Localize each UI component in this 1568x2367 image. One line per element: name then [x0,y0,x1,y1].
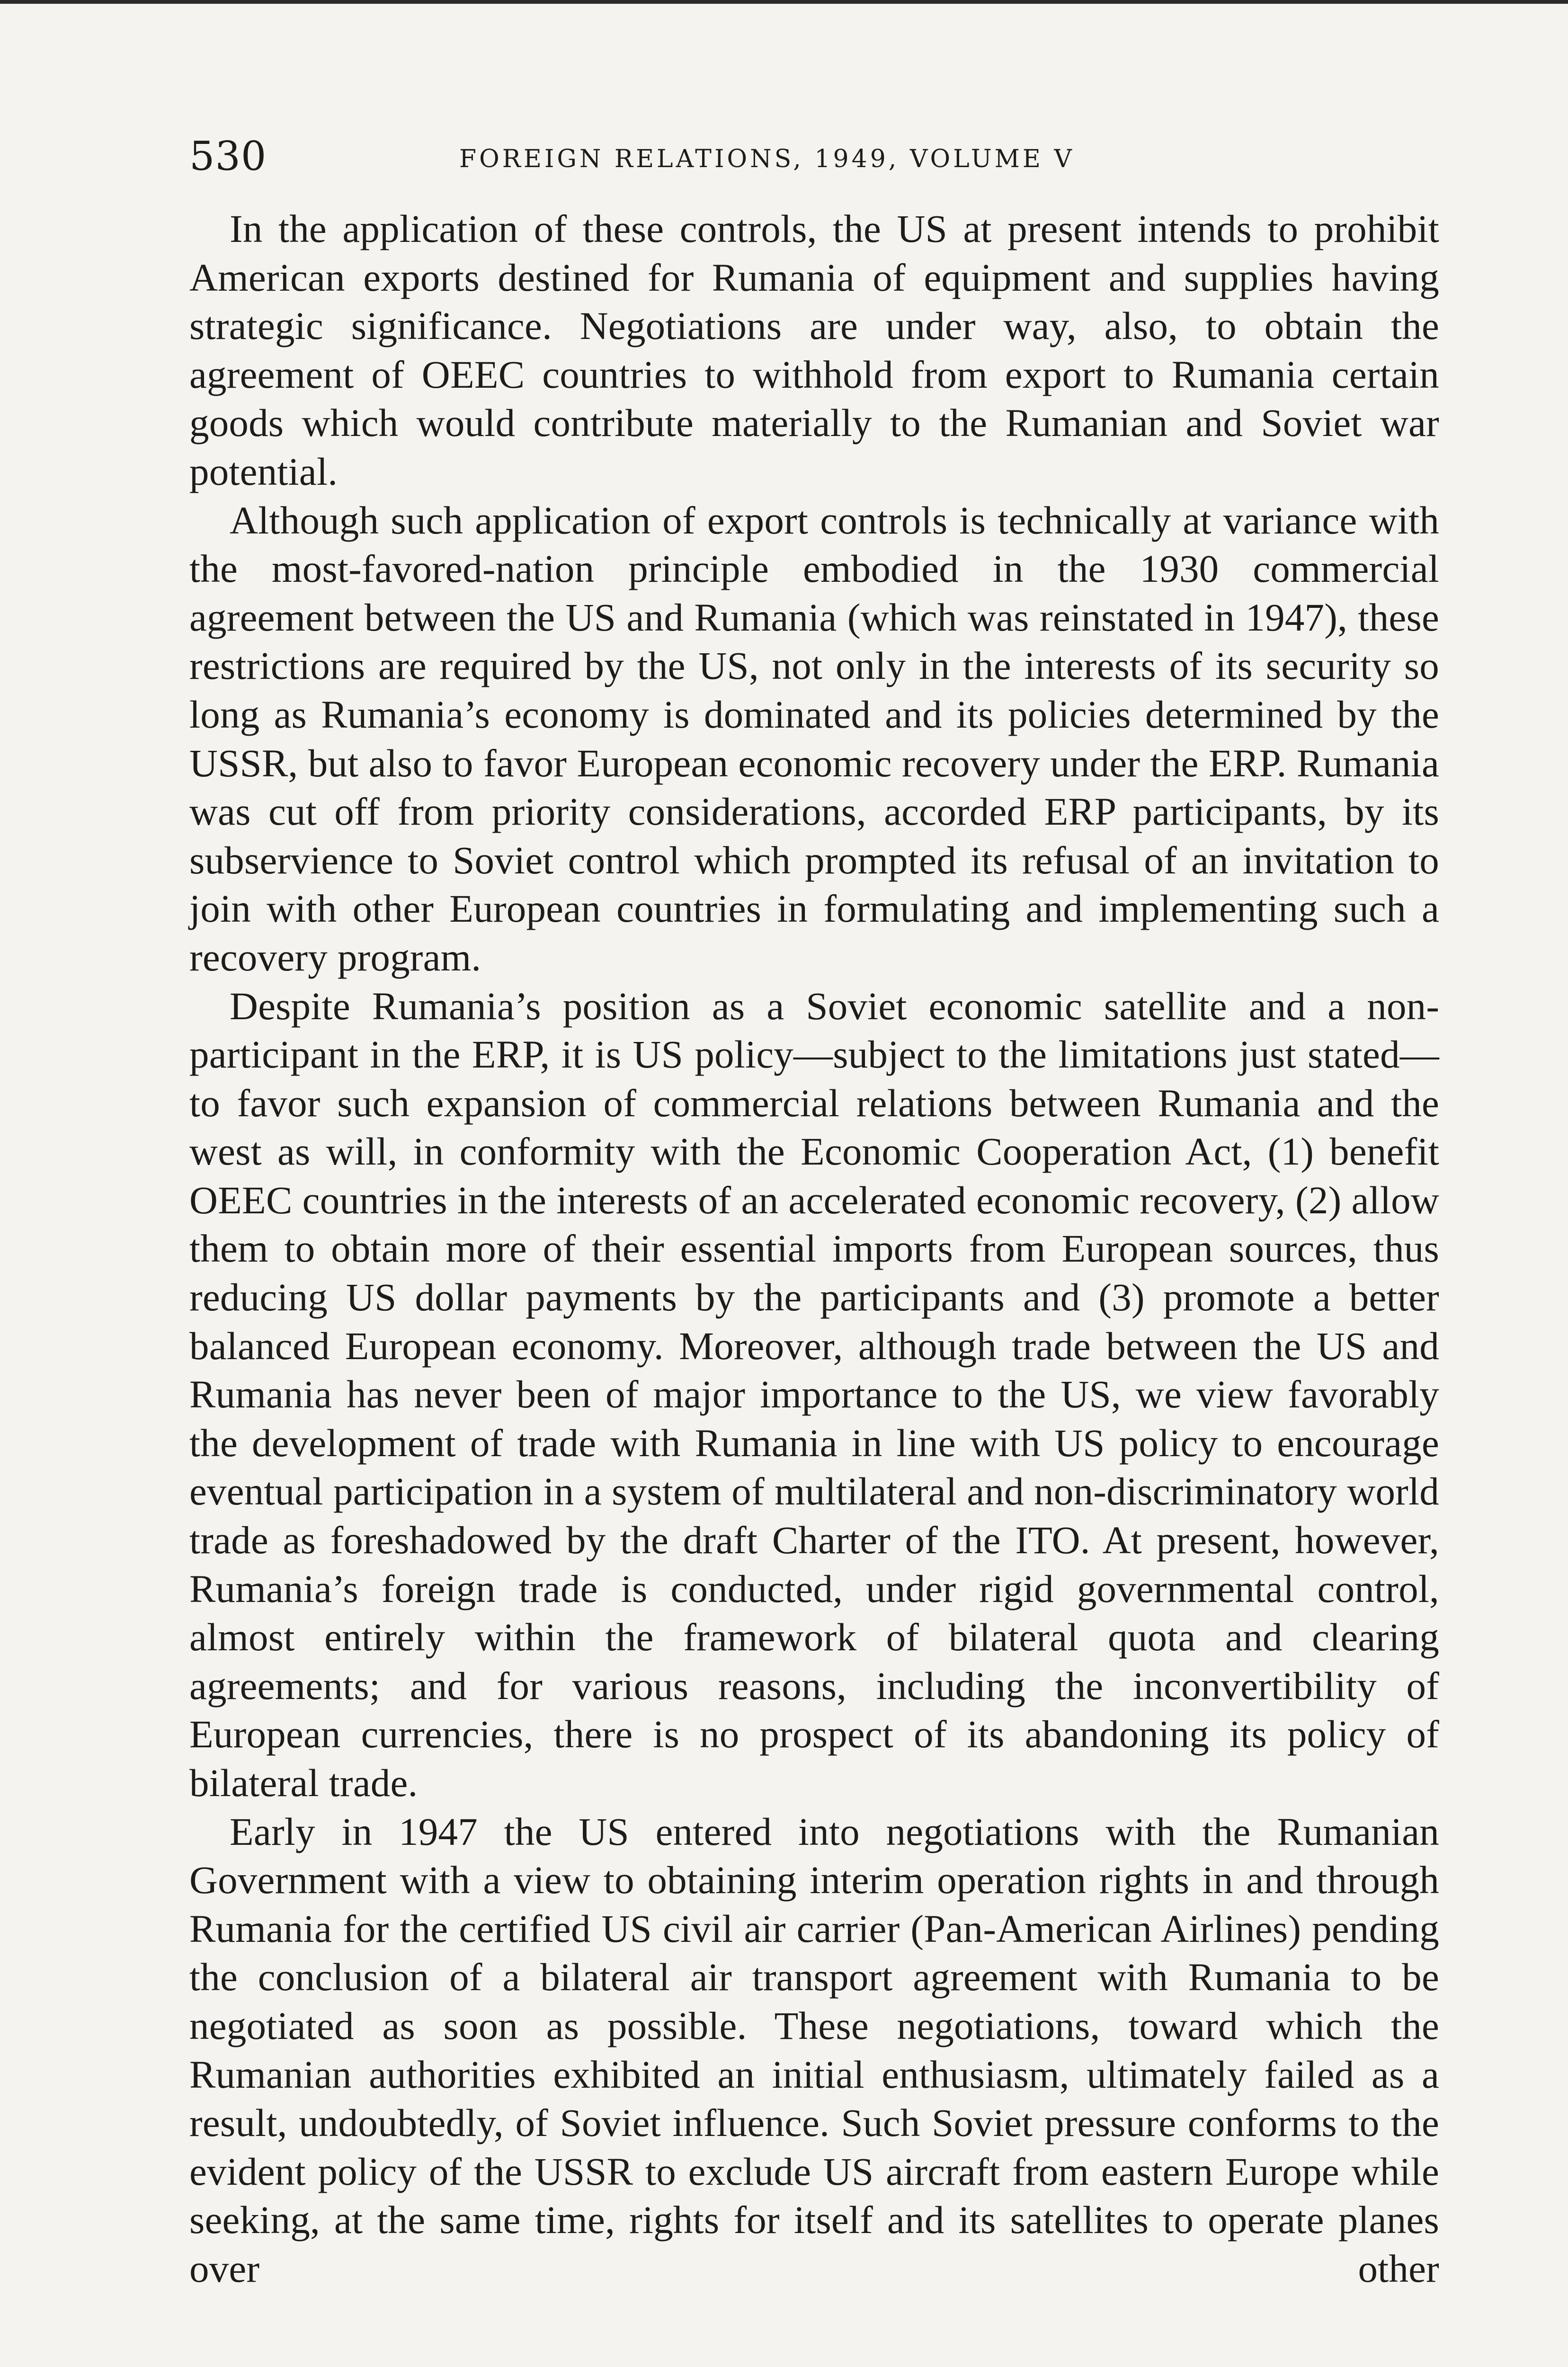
paragraph-mfn-principle: Although such application of export controls is technically at variance with the most-favored-nation principle embodied in the 1930 commercial agreement between the US and Rumania (which was reinstated in 1947), these restrictions are required by the US, not only in the interests of its security so long as Rumania’s economy is dominated and its policies determined by the USSR, but also to favor European economic recovery under the ERP. Rumania was cut off from priority considerations, accorded ERP participants, by its subservience to Soviet control which prompted its refusal of an invitation to join with other European countries in formulating and implementing such a recovery program. [189,498,1439,979]
paragraph-air-negotiations: Early in 1947 the US entered into negotiations with the Rumanian Government with a view to obtaining interim operation rights in and through Rumania for the certified US civil air carrier (Pan-American Airlines) pending the conclusion of a bilateral air transport agreement with Rumania to be negotiated as soon as possible. These negotiations, toward which the Rumanian authorities exhibited an initial enthusiasm, ultimately failed as a result, undoubtedly, of Soviet influence. Such Soviet pressure conforms to the evident policy of the USSR to exclude US aircraft from eastern Europe while seeking, at the same time, rights for itself and its satellites to operate planes over other [189,1809,1439,2290]
paragraph-export-controls: In the application of these controls, the US at present intends to prohibit American exports destined for Rumania of equipment and supplies having strategic significance. Negotiations are under way, also, to obtain the agreement of OEEC countries to withhold from export to Rumania certain goods which would contribute materially to the Rumanian and Soviet war potential. [189,207,1439,493]
document-page [189,133,1439,2293]
running-title: FOREIGN RELATIONS, 1949, VOLUME V [459,145,1075,173]
body-text [189,205,1439,2293]
page-top-rule [0,0,1568,4]
running-head [189,133,1439,189]
page-number: 530 [189,133,267,179]
paragraph-trade-policy: Despite Rumania’s position as a Soviet economic satellite and a nonparticipant in the ERP, it is US policy—subject to the limitations just stated—to favor such expansion of commercial relations between Rumania and the west as will, in conformity with the Economic Cooperation Act, (1) benefit OEEC countries in the interests of an accelerated economic recovery, (2) allow them to obtain more of their essential imports from European sources, thus reducing US dollar payments by the participants and (3) promote a better balanced European economy. Moreover, although trade between the US and Rumania has never been of major importance to the US, we view favorably the development of trade with Rumania in line with US policy to encourage eventual participation in a system of multilateral and non-discriminatory world trade as foreshadowed by the draft Charter of the ITO. At present, however, Rumania’s foreign trade is conducted, under rigid governmental control, almost entirely within the framework of bilateral quota and clearing agreements; and for various reasons, including the inconvertibility of European currencies, there is no prospect of its abandoning its policy of bilateral trade. [189,984,1439,1805]
